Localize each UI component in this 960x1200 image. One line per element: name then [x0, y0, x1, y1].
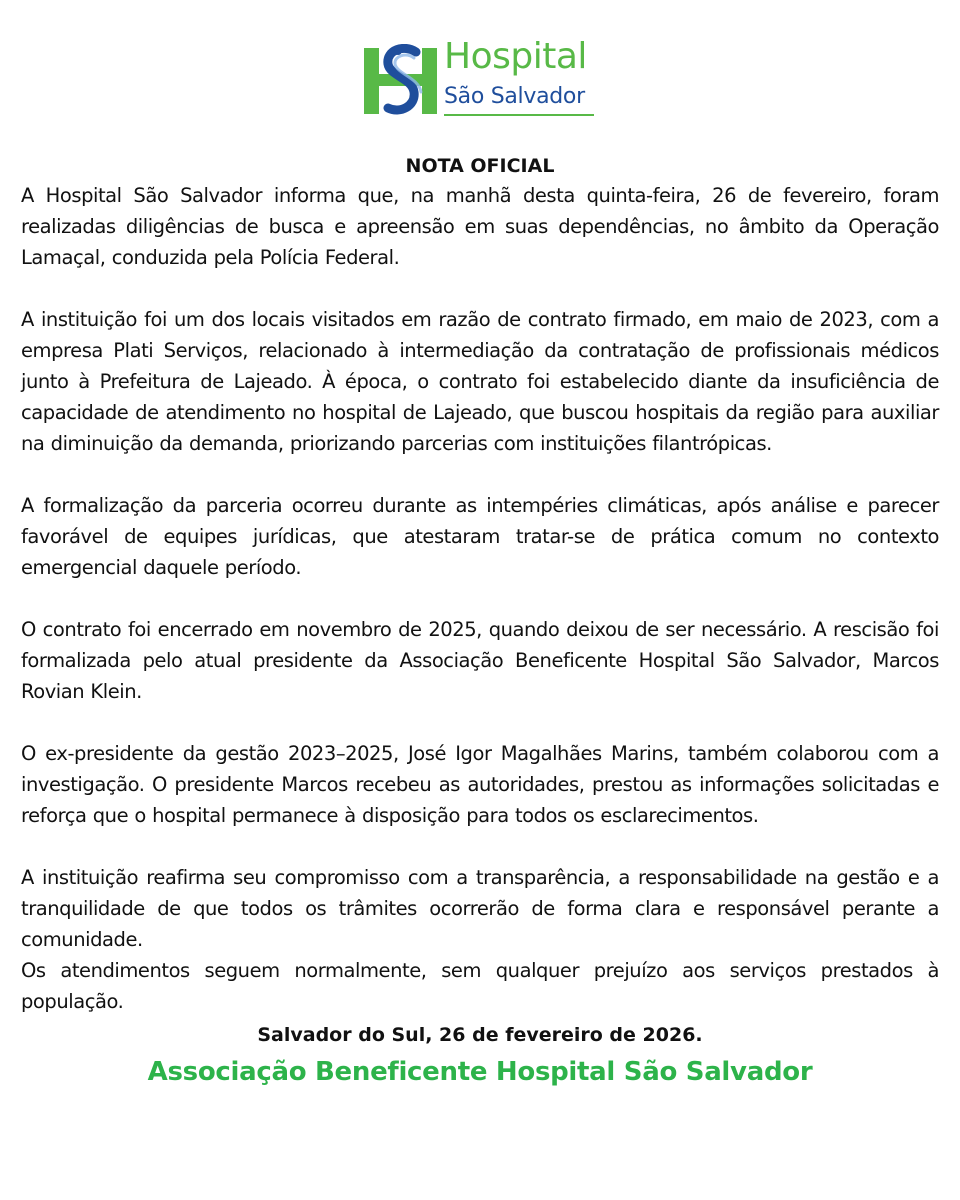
- official-note: [21, 152, 939, 1092]
- hospital-logo-mark-icon: [364, 44, 438, 116]
- signature-organization: Associação Beneficente Hospital São Salvador: [147, 1057, 813, 1087]
- logo-underline: [444, 114, 594, 116]
- paragraph-formalization: A formalização da parceria ocorreu durante as intempéries climáticas, após análise e parecer favorável de equipes jurídicas, que atestaram tratar-se de prática comum no contexto emergencial daquele período.: [21, 494, 939, 579]
- date-line: Salvador do Sul, 26 de fevereiro de 2026.: [257, 1024, 703, 1046]
- logo-wordmark-hospital: Hospital: [444, 36, 587, 77]
- paragraph-operation: A Hospital São Salvador informa que, na manhã desta quinta-feira, 26 de fevereiro, foram realizadas diligências de busca e apreensão em suas dependências, no âmbito da Operação Lamaçal, conduzida pela Polícia Federal.: [21, 184, 939, 269]
- paragraph-services: Os atendimentos seguem normalmente, sem qualquer prejuízo aos serviços prestados à população.: [21, 959, 939, 1013]
- note-title: NOTA OFICIAL: [405, 155, 555, 177]
- paragraph-ex-president: O ex-presidente da gestão 2023–2025, José Igor Magalhães Marins, também colaborou com a investigação. O presidente Marcos recebeu as autoridades, prestou as informações solicitadas e reforça que o hospital permanece à disposição para todos os esclarecimentos.: [21, 742, 939, 827]
- paragraph-contract: A instituição foi um dos locais visitados em razão de contrato firmado, em maio de 2023, com a empresa Plati Serviços, relacionado à intermediação da contratação de profissionais médicos junto à Prefeitura de Lajeado. À época, o contrato foi estabelecido diante da insuficiência de capacidade de atendimento no hospital de Lajeado, que buscou hospitais da região para auxiliar na diminuição da demanda, priorizando parcerias com instituições filantrópicas.: [21, 308, 939, 455]
- paragraph-commitment: A instituição reafirma seu compromisso com a transparência, a responsabilidade na gestão e a tranquilidade de que todos os trâmites ocorrerão de forma clara e responsável perante a comunidade.: [21, 866, 939, 951]
- logo-wordmark-sao-salvador: São Salvador: [444, 84, 585, 109]
- paragraph-termination: O contrato foi encerrado em novembro de 2025, quando deixou de ser necessário. A rescisão foi formalizada pelo atual presidente da Associação Beneficente Hospital São Salvador, Marcos Rovian Klein.: [21, 618, 939, 703]
- hospital-logo: [364, 36, 604, 118]
